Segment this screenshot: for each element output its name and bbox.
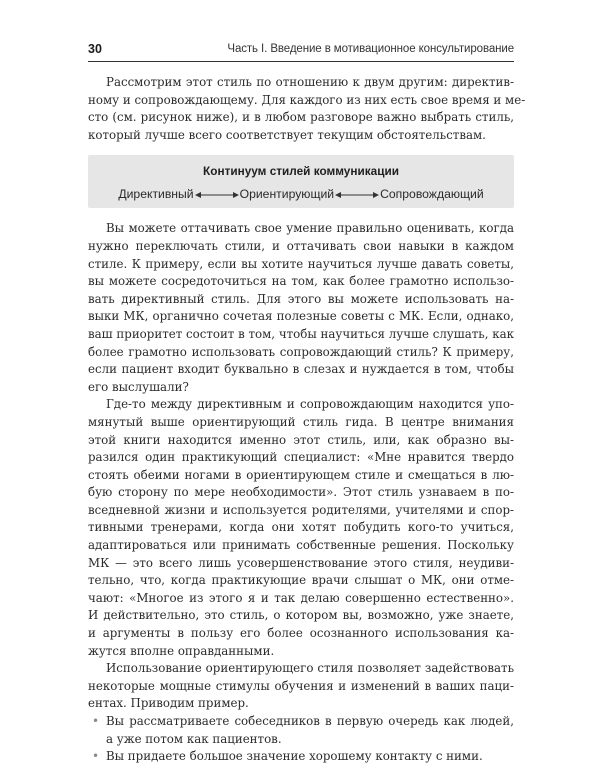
text-line: и аргументы в пользу его более осознанного использования ка- — [88, 626, 514, 641]
text-line: мянутый выше ориентирующий стиль гида. В центре внимания — [88, 414, 514, 429]
text-line: ентах. Приводим пример. — [88, 696, 249, 711]
continuum-row — [88, 186, 514, 204]
text-line: бую сторону по мере необходимости». Этот стиль узнаваем в по- — [88, 485, 514, 500]
text-line: Использование ориентирующего стиля позволяет задействовать — [106, 661, 514, 676]
continuum-figure — [88, 155, 514, 208]
paragraph-intro — [88, 74, 526, 144]
bullet-icon: • — [92, 714, 100, 728]
text-line: а уже потом как пациентов. — [106, 731, 282, 746]
text-line: ному и сопровождающему. Для каждого из них есть свое время и ме- — [88, 92, 526, 107]
text-line: вать директивный стиль. Для этого вы можете использовать на- — [88, 291, 514, 306]
text-line: выки МК, органично сочетая полезные советы с МК. Если, однако, — [88, 309, 514, 324]
text-line: адаптироваться или принимать собственные решения. Поскольку — [88, 538, 514, 553]
text-line: его выслушали? — [88, 379, 189, 394]
style-following: Сопровождающий — [380, 187, 484, 202]
text-line: некоторые мощные стимулы обучения и изменений в ваших паци- — [88, 678, 514, 693]
text-line: Где-то между директивным и сопровождающим находится упо- — [106, 397, 514, 412]
bullet-list — [88, 713, 514, 766]
page-header — [88, 41, 514, 62]
text-line: который лучше всего соответствует текущим обстоятельствам. — [88, 127, 486, 142]
text-line: этой книги находится именно этот стиль, или, как образно вы- — [88, 432, 514, 447]
style-directive: Директивный — [118, 187, 194, 202]
bullet-icon: • — [92, 749, 100, 764]
list-item — [88, 713, 514, 748]
text-line: чают: «Многое из этого я и так делаю совершенно естественно». — [88, 590, 514, 605]
double-arrow-icon — [195, 190, 239, 200]
text-line: сто (см. рисунок ниже), и в любом разговоре важно выбрать стиль, — [88, 110, 514, 125]
text-line: тивными тренерами, когда они хотят побудить кого-то учиться, — [88, 520, 514, 535]
text-line: МК — это всего лишь усовершенствование этого стиля, неудиви- — [88, 555, 514, 570]
paragraph-guiding-style — [88, 396, 514, 660]
text-line: если пациент входит буквально в слезах и нуждается в том, чтобы — [88, 362, 514, 377]
running-title: Часть I. Введение в мотивационное консультирование — [227, 43, 514, 55]
text-line: И действительно, это стиль, о котором вы, возможно, уже знаете, — [88, 608, 514, 623]
text-line: жутся вполне оправданными. — [88, 643, 275, 658]
text-line: ваш приоритет состоит в том, чтобы научиться лучше слушать, как — [88, 326, 514, 341]
text-line: разился один практикующий специалист: «Мне нравится твердо — [88, 450, 514, 465]
text-line: нужно переключать стили, и оттачивать свои навыки в каждом — [88, 238, 514, 253]
text-line: более грамотно использовать сопровождающий стиль? К примеру, — [88, 344, 514, 359]
page-body — [88, 74, 526, 766]
figure-title: Континуум стилей коммуникации — [203, 164, 399, 179]
text-line: Рассмотрим этот стиль по отношению к двум другим: директив- — [106, 75, 514, 89]
text-line: Вы можете оттачивать свое умение правильно оценивать, когда — [106, 221, 514, 236]
paragraph-switching-styles — [88, 220, 514, 396]
list-item — [88, 748, 514, 766]
paragraph-stimuli — [88, 660, 514, 713]
text-line: стоять обеими ногами в ориентирующем стиле и смещаться в лю- — [88, 467, 514, 482]
double-arrow-icon — [335, 190, 379, 200]
text-line: Вы придаете большое значение хорошему контакту с ними. — [106, 749, 483, 764]
text-line: тельно, что, когда практикующие врачи слышат о МК, они отме- — [88, 573, 514, 588]
page-number: 30 — [88, 42, 102, 56]
text-line: стиле. К примеру, если вы хотите научиться лучше давать советы, — [88, 256, 514, 271]
style-guiding: Ориентирующий — [239, 187, 335, 202]
text-line: вседневной жизни и используется родителями, учителями и спор- — [88, 502, 514, 517]
text-line: вы можете сосредоточиться на том, как более грамотно использо- — [88, 274, 514, 289]
text-line: Вы рассматриваете собеседников в первую очередь как людей, — [106, 714, 514, 728]
